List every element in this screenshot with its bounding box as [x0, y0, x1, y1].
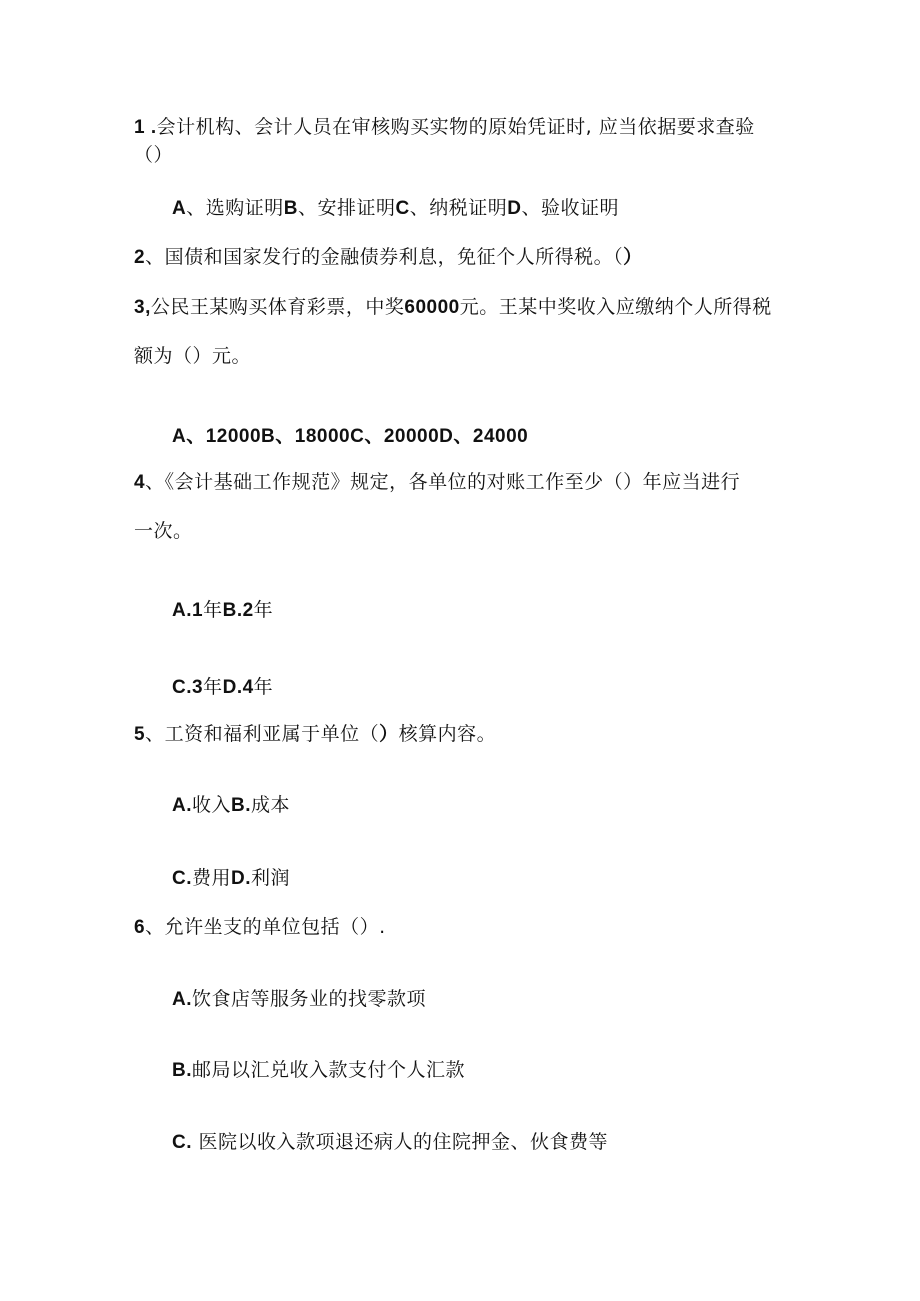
option-c-text: 费用 [192, 867, 232, 889]
question-5-options-row-1 [172, 792, 290, 819]
question-5-options-row-2 [172, 865, 290, 892]
question-1-blank: （） [134, 144, 174, 166]
question-2-close-paren: ） [623, 247, 643, 268]
option-a-label: A.1 [172, 600, 204, 621]
question-2-number: 2 [134, 247, 146, 268]
option-d-text: 利润 [251, 867, 291, 889]
option-b-label: B [283, 198, 298, 219]
option-b-text: 邮局以汇兑收入款支付个人汇款 [192, 1059, 466, 1081]
question-3-continuation: 额为（）元。 [134, 345, 252, 367]
question-6-text: 、允许坐支的单位包括（）. [145, 916, 386, 938]
question-5-text-1: 、工资和福利亚属于单位（ [145, 723, 380, 745]
question-3-options-text: A、12000B、18000C、20000D、24000 [172, 426, 529, 447]
question-2-text: 、国债和国家发行的金融债券利息，免征个人所得税。（ [145, 246, 624, 268]
question-6-option-a [172, 986, 426, 1013]
question-4-options-row-2 [172, 674, 273, 701]
option-c-text: 医院以收入款项退还病人的住院押金、伙食费等 [192, 1131, 609, 1153]
question-5-close-paren: ） [379, 724, 399, 745]
question-1-text: 会计机构、会计人员在审核购买实物的原始凭证时, 应当依据要求查验 [156, 116, 755, 138]
question-6-option-b [172, 1057, 465, 1084]
option-b-text: 年 [253, 599, 274, 621]
option-c-label: C. [172, 868, 192, 889]
question-3-amount: 60000 [404, 297, 460, 318]
option-a-text: 饮食店等服务业的找零款项 [192, 988, 427, 1010]
question-2 [134, 244, 643, 271]
option-c-text: 、纳税证明 [409, 197, 508, 219]
question-4 [134, 469, 740, 496]
question-1-options [172, 195, 619, 222]
option-c-text: 年 [203, 676, 223, 698]
option-b-label: B. [172, 1060, 192, 1081]
option-b-text: 、安排证明 [297, 197, 396, 219]
question-4-number: 4 [134, 472, 146, 493]
question-3 [134, 294, 772, 321]
question-5-text-2: 核算内容。 [398, 723, 497, 745]
question-4-options-row-1 [172, 597, 273, 624]
question-1-number: 1 . [134, 117, 157, 138]
question-5-number: 5 [134, 724, 146, 745]
question-4-continuation: 一次。 [134, 520, 193, 542]
question-3-number: 3, [134, 297, 151, 318]
question-6-option-c [172, 1129, 608, 1156]
option-a-label: A. [172, 795, 192, 816]
option-c-label: C.3 [172, 677, 204, 698]
option-a-text: 、选购证明 [186, 197, 284, 219]
option-b-text: 成本 [251, 794, 291, 816]
option-d-label: D [507, 198, 522, 219]
option-c-label: C. [172, 1132, 192, 1153]
option-d-text: 年 [253, 676, 274, 698]
question-3-options [172, 423, 528, 450]
question-5 [134, 721, 496, 748]
question-6 [134, 914, 386, 941]
question-1 [134, 114, 755, 141]
question-3-text-2: 元。王某中奖收入应缴纳个人所得税 [459, 296, 772, 318]
question-6-number: 6 [134, 917, 146, 938]
option-b-label: B.2 [222, 600, 254, 621]
option-a-text: 年 [203, 599, 223, 621]
question-3-text-1: 公民王某购买体育彩票，中奖 [150, 296, 405, 318]
option-d-label: D.4 [222, 677, 254, 698]
option-a-label: A. [172, 989, 192, 1010]
option-a-label: A [172, 198, 187, 219]
question-4-text: 、《会计基础工作规范》规定，各单位的对账工作至少（）年应当进行 [145, 471, 741, 493]
option-b-label: B. [231, 795, 252, 816]
option-c-label: C [395, 198, 410, 219]
option-d-text: 、验收证明 [521, 197, 619, 219]
option-d-label: D. [231, 868, 252, 889]
option-a-text: 收入 [192, 794, 232, 816]
